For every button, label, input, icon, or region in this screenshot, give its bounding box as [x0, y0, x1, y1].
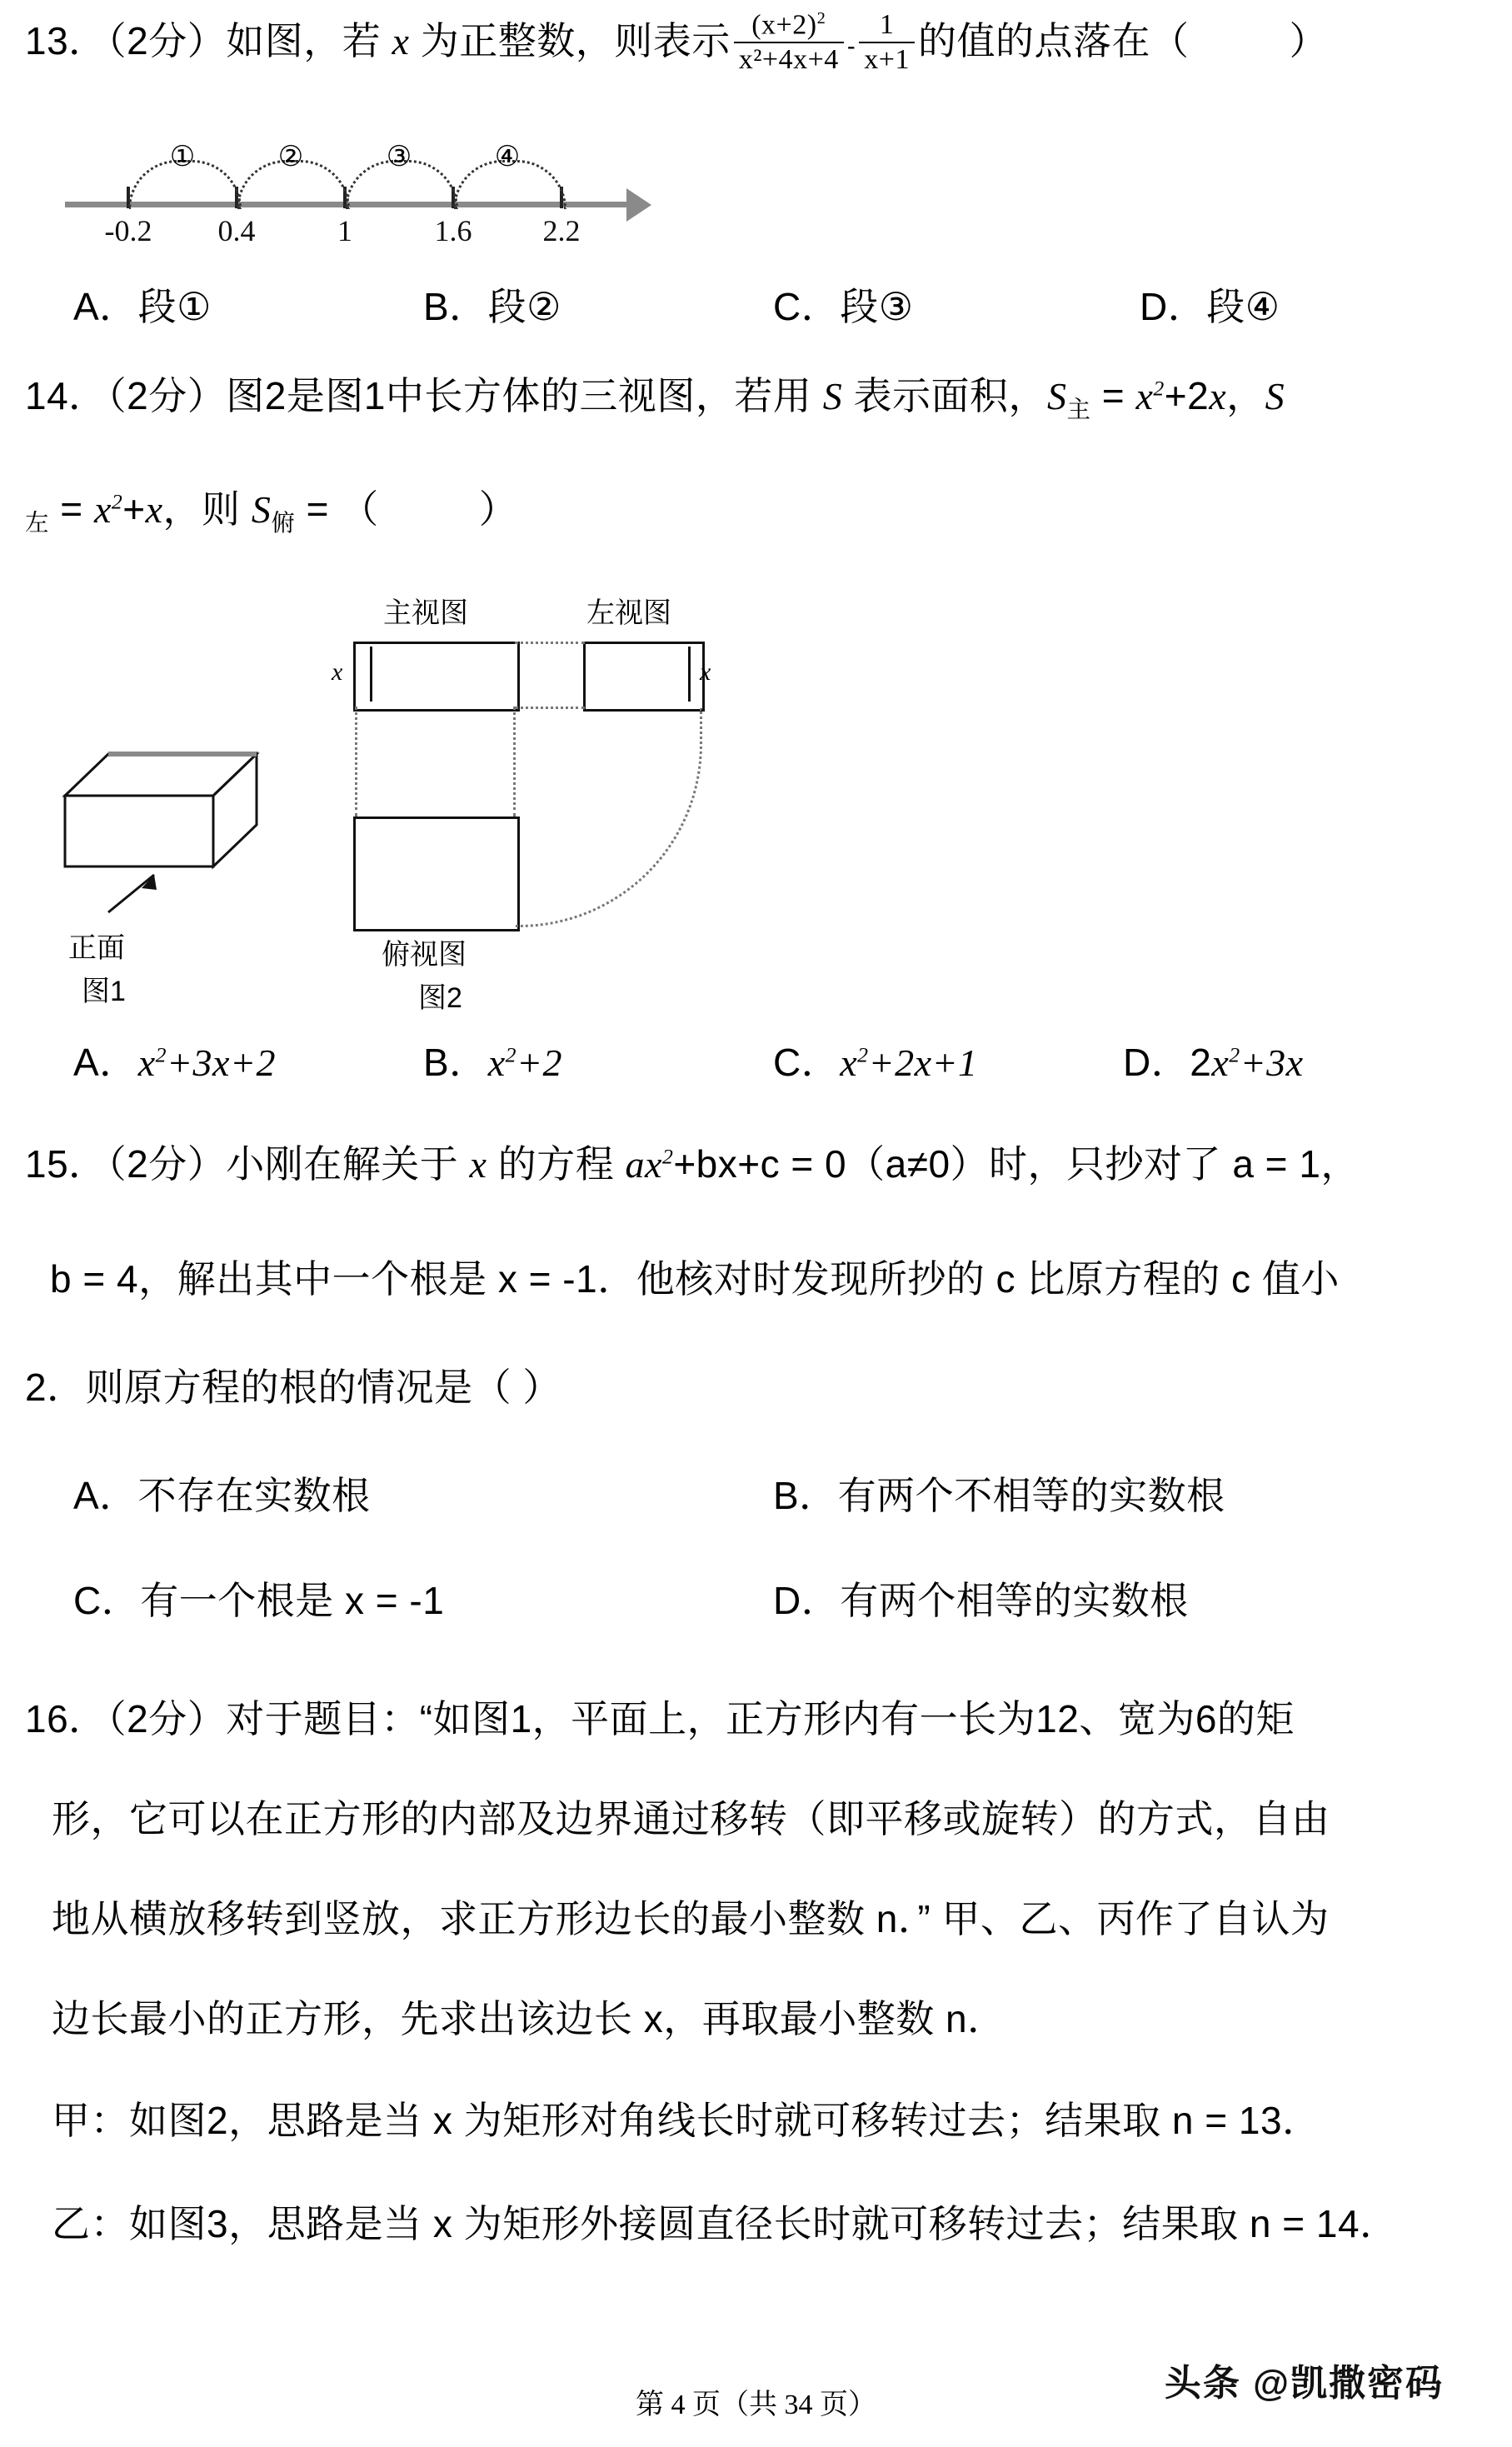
q13-frac2-den: x+1: [859, 42, 915, 75]
question-16-line-5: 甲：如图2，思路是当 x 为矩形对角线长时就可移转过去；结果取 n = 13．: [52, 2099, 1321, 2142]
q15-option-c[interactable]: C．有一个根是 x = -1: [73, 1579, 445, 1622]
tick-label: 1.6: [434, 214, 472, 247]
q14-symbol-s: S: [822, 375, 843, 417]
q14-opt-d-x: x: [1211, 1041, 1230, 1084]
segment-label: ①: [169, 142, 196, 172]
segment-label: ②: [277, 142, 304, 172]
q13-stem-pre: 13．（2分）如图，若: [25, 19, 392, 63]
q14-opt-d-exp: 2: [1229, 1042, 1240, 1067]
question-14-stem-line1: [25, 374, 1285, 424]
q14-opt-b-prefix: B．: [423, 1041, 488, 1084]
top-view-label: 俯视图: [382, 939, 467, 971]
q14-opt-b-x: x: [487, 1041, 506, 1084]
q14-opt-a-x: x: [137, 1041, 156, 1084]
q14-x4: x: [145, 488, 163, 531]
q14-symbol-s-front: S: [1046, 375, 1067, 417]
side-dimension-line: [688, 647, 691, 702]
q14-sub-left: 左: [25, 510, 50, 537]
question-13-stem: [25, 9, 1328, 77]
q13-option-c[interactable]: C．段③: [773, 285, 914, 328]
q14-x1: x: [1135, 375, 1154, 417]
q14-option-a[interactable]: [73, 1043, 276, 1082]
q15-exp: 2: [661, 1144, 674, 1169]
front-view-rect: [353, 642, 520, 712]
front-direction-label: 正面: [68, 932, 125, 964]
q14-sub-front: 主: [1066, 397, 1091, 424]
q14-line1-b: 表示面积，: [842, 374, 1047, 417]
q15-line1-a: 15．（2分）小刚在解关于: [25, 1142, 470, 1186]
segment-label: ④: [494, 142, 521, 172]
number-line-arrow-icon: [626, 188, 651, 222]
q15-ax: ax: [625, 1143, 662, 1186]
side-view-label: 左视图: [586, 597, 671, 629]
q13-stem-post: 的值的点落在（: [917, 19, 1190, 63]
front-dimension-line: [370, 647, 372, 702]
q14-opt-d-rest: +3x: [1240, 1041, 1304, 1084]
front-dimension-label: x: [332, 658, 343, 686]
q13-fraction-two: [859, 10, 915, 74]
q14-eq2: =: [49, 487, 94, 531]
tick-label: 0.4: [217, 214, 256, 247]
q14-eq1: =: [1090, 374, 1136, 417]
question-16-line-6: 乙：如图3，思路是当 x 为矩形外接圆直径长时就可移转过去；结果取 n = 14．: [52, 2202, 1399, 2245]
q15-line1-rest: +bx+c = 0（a≠0）时，只抄对了 a = 1，: [673, 1142, 1360, 1186]
figure-2-caption: 图2: [418, 982, 462, 1014]
q14-comma1: ，: [1226, 374, 1265, 417]
q15-x: x: [469, 1143, 487, 1186]
question-16-line-4: 边长最小的正方形，先求出该边长 x，再取最小整数 n．: [52, 1997, 1006, 2040]
question-14-stem-line2: [25, 487, 518, 537]
q13-variable: x: [392, 20, 410, 63]
q14-opt-c-exp: 2: [857, 1042, 869, 1067]
q14-symbol-s-top: S: [251, 488, 272, 531]
watermark: 头条 @凯撒密码: [1164, 2363, 1444, 2404]
q13-option-d[interactable]: D．段④: [1140, 285, 1280, 328]
projection-arc: [515, 708, 702, 927]
cuboid-illustration: [58, 708, 292, 958]
q14-opt-c-rest: +2x+1: [868, 1041, 978, 1084]
alignment-line: [515, 642, 585, 644]
q14-line2-close: ）: [478, 487, 518, 531]
q14-sub-top: 俯: [271, 510, 296, 537]
q14-exp2: 2: [111, 489, 123, 514]
question-15-stem-line1: [25, 1142, 1360, 1186]
segment-label: ③: [386, 142, 412, 172]
q13-frac1-num-exponent: 2: [816, 9, 826, 27]
q14-plus1: +2: [1164, 374, 1210, 417]
q13-option-b[interactable]: B．段②: [423, 285, 561, 328]
q14-line2-mid: ，则: [162, 487, 252, 531]
q13-stem-close: ）: [1289, 19, 1328, 63]
q14-opt-c-x: x: [840, 1041, 858, 1084]
q14-opt-a-exp: 2: [155, 1042, 167, 1067]
q15-option-a[interactable]: A．不存在实数根: [73, 1474, 371, 1517]
q14-opt-c-prefix: C．: [773, 1041, 841, 1084]
q15-line1-b: 的方程: [487, 1142, 626, 1186]
q14-option-b[interactable]: [423, 1043, 562, 1082]
q14-x2: x: [1209, 375, 1227, 417]
side-view-rect: [583, 642, 705, 712]
q13-stem-mid: 为正整数，则表示: [409, 19, 731, 63]
page-number: 第 4 页（共 34 页）: [636, 2390, 876, 2420]
q14-exp1: 2: [1153, 376, 1165, 401]
top-view-rect: [353, 816, 520, 931]
side-dimension-label: x: [700, 658, 711, 686]
q14-opt-a-prefix: A．: [73, 1041, 138, 1084]
q13-operator: -: [846, 32, 856, 61]
alignment-line: [355, 707, 357, 816]
front-view-label: 主视图: [383, 597, 468, 629]
q15-option-b[interactable]: B．有两个不相等的实数根: [773, 1474, 1225, 1517]
tick-label: 2.2: [542, 214, 581, 247]
question-16-line-3: 地从横放移转到竖放，求正方形边长的最小整数 n．” 甲、乙、丙作了自认为: [52, 1897, 1330, 1940]
tick-label: -0.2: [104, 214, 152, 247]
q13-frac1-num: (x+2): [751, 9, 817, 41]
q14-line1-a: 14．（2分）图2是图1中长方体的三视图，若用: [25, 374, 823, 417]
q14-plus2: +: [122, 487, 146, 531]
q14-opt-b-rest: +2: [516, 1041, 563, 1084]
q14-option-d[interactable]: [1123, 1043, 1304, 1082]
question-16-line-2: 形，它可以在正方形的内部及边界通过移转（即平移或旋转）的方式，自由: [52, 1797, 1330, 1840]
q14-opt-d-prefix: D．2: [1123, 1041, 1212, 1084]
q14-option-c[interactable]: [773, 1043, 978, 1082]
q14-opt-a-rest: +3x+2: [166, 1041, 276, 1084]
question-15-stem-line3: 2．则原方程的根的情况是（ ）: [25, 1366, 561, 1409]
q14-symbol-s-side: S: [1265, 375, 1285, 417]
question-15-stem-line2: b = 4，解出其中一个根是 x = -1．他核对时发现所抄的 c 比原方程的 c 值小: [50, 1257, 1340, 1301]
three-view-figure: [33, 575, 766, 1014]
q13-fraction-one: [734, 10, 844, 75]
figure-1-caption: 图1: [82, 976, 126, 1007]
q14-opt-b-exp: 2: [505, 1042, 516, 1067]
q14-x3: x: [93, 488, 112, 531]
q13-frac1-den: x²+4x+4: [734, 42, 844, 75]
q14-line2-end: = （: [295, 487, 379, 531]
number-line-figure: [50, 140, 716, 261]
tick-label: 1: [337, 214, 352, 247]
q13-option-a[interactable]: A．段①: [73, 285, 212, 328]
question-16-line-1: 16．（2分）对于题目：“如图1，平面上，正方形内有一长为12、宽为6的矩: [25, 1697, 1295, 1740]
q15-option-d[interactable]: D．有两个相等的实数根: [773, 1579, 1189, 1622]
q13-frac2-num: 1: [879, 9, 895, 41]
